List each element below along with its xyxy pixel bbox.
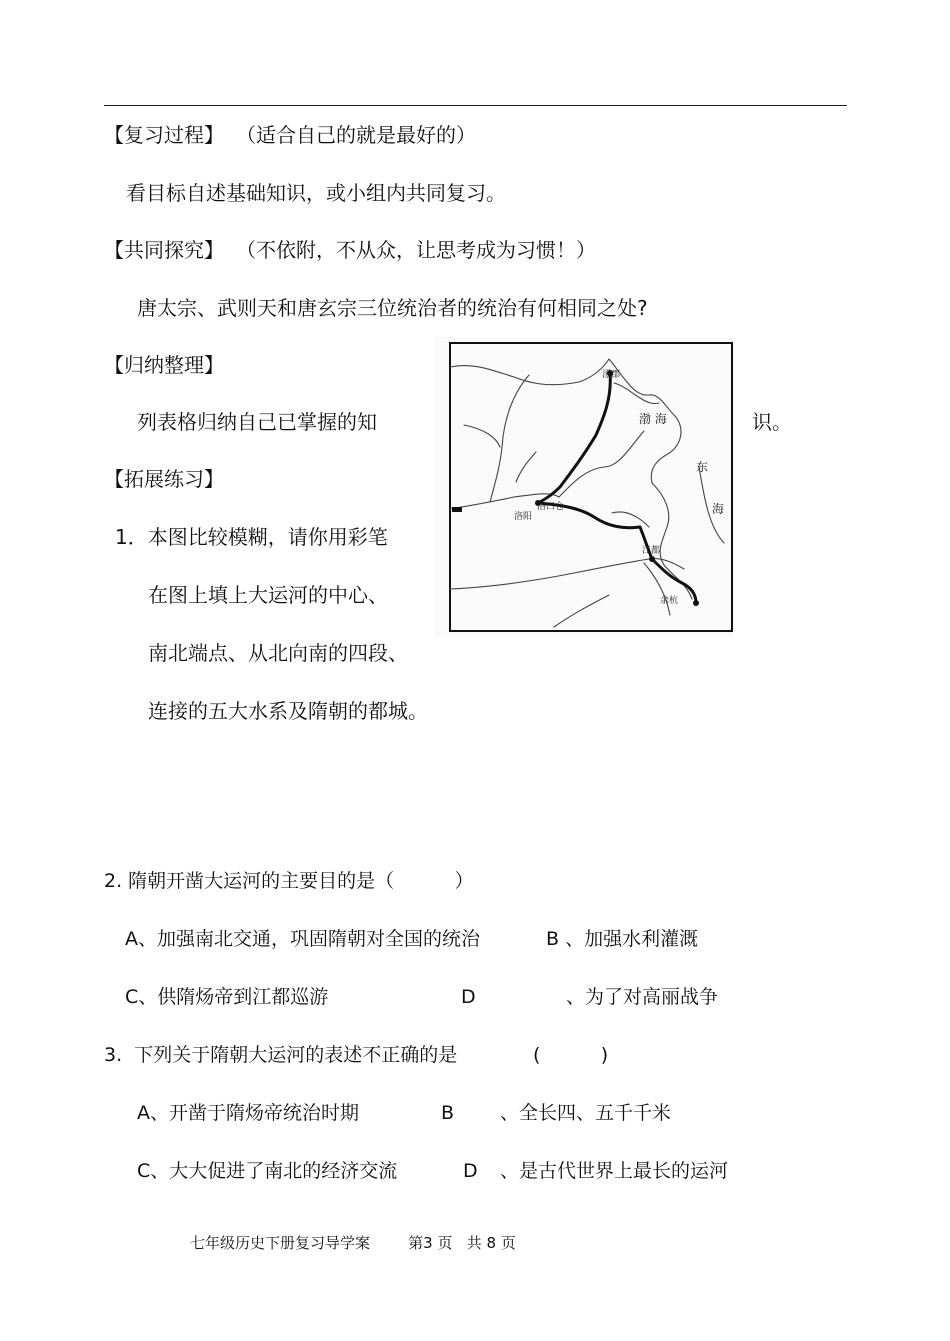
q2-option-b: B 、加强水利灌溉: [546, 928, 699, 950]
q3-stem: 3. 下列关于隋朝大运河的表述不正确的是: [104, 1044, 458, 1066]
summary-heading: 【归纳整理】: [104, 353, 224, 377]
grand-canal-map: [434, 337, 734, 637]
header-rule: [104, 105, 847, 106]
footer-page-number: 第3 页 共 8 页: [408, 1234, 516, 1252]
q3-answer-paren: ( ): [533, 1044, 609, 1066]
label-jiangdu: 江都: [642, 546, 661, 556]
label-bohai: 渤 海: [639, 412, 667, 426]
explore-body: 唐太宗、武则天和唐玄宗三位统治者的统治有何相同之处?: [137, 296, 648, 320]
q2-option-a: A、加强南北交通，巩固隋朝对全国的统治: [125, 928, 480, 950]
review-heading: 【复习过程】: [104, 123, 224, 147]
q2-option-d-text: 、为了对高丽战争: [566, 986, 719, 1008]
q3-option-b-text: 、全长四、五千千米: [500, 1102, 672, 1124]
q2-option-d-letter: D: [461, 986, 476, 1008]
q1-line4: 连接的五大水系及隋朝的都城。: [148, 699, 428, 723]
label-lukou: 洛口仓: [537, 502, 565, 512]
explore-note: （不依附，不从众，让思考成为习惯！）: [236, 238, 596, 262]
q1-line1: 1．本图比较模糊，请你用彩笔: [115, 525, 388, 549]
label-dong: 东: [696, 460, 709, 474]
extend-heading: 【拓展练习】: [104, 467, 224, 491]
q2-option-c: C、供隋炀帝到江都巡游: [125, 986, 329, 1008]
q3-option-d-letter: D: [463, 1160, 478, 1182]
label-luoyang: 洛阳: [514, 512, 533, 522]
q2-stem: 2. 隋朝开凿大运河的主要目的是（ ）: [104, 870, 474, 892]
jiangdu-marker: [649, 556, 655, 562]
label-zhuojun: 涿郡: [602, 370, 621, 380]
summary-body-b: 识。: [752, 410, 792, 434]
review-body: 看目标自述基础知识，或小组内共同复习。: [126, 181, 506, 205]
page-footer: [190, 1233, 516, 1253]
q3-option-d-text: 、是古代世界上最长的运河: [500, 1160, 729, 1182]
label-hai: 海: [712, 502, 725, 516]
q3-option-c: C、大大促进了南北的经济交流: [137, 1160, 398, 1182]
footer-title: 七年级历史下册复习导学案: [190, 1234, 371, 1252]
grand-canal-map-svg: [434, 337, 734, 637]
label-yuhang: 余杭: [660, 596, 679, 606]
q3-option-b-letter: B: [441, 1102, 455, 1124]
q3-option-a: A、开凿于隋炀帝统治时期: [137, 1102, 359, 1124]
yuhang-marker: [693, 600, 699, 606]
explore-heading: 【共同探究】: [104, 238, 224, 262]
west-end-marker: [452, 507, 462, 512]
summary-body-a: 列表格归纳自己已掌握的知: [137, 410, 377, 434]
q1-line2: 在图上填上大运河的中心、: [148, 583, 388, 607]
review-note: （适合自己的就是最好的）: [236, 123, 476, 147]
q1-line3: 南北端点、从北向南的四段、: [148, 641, 408, 665]
